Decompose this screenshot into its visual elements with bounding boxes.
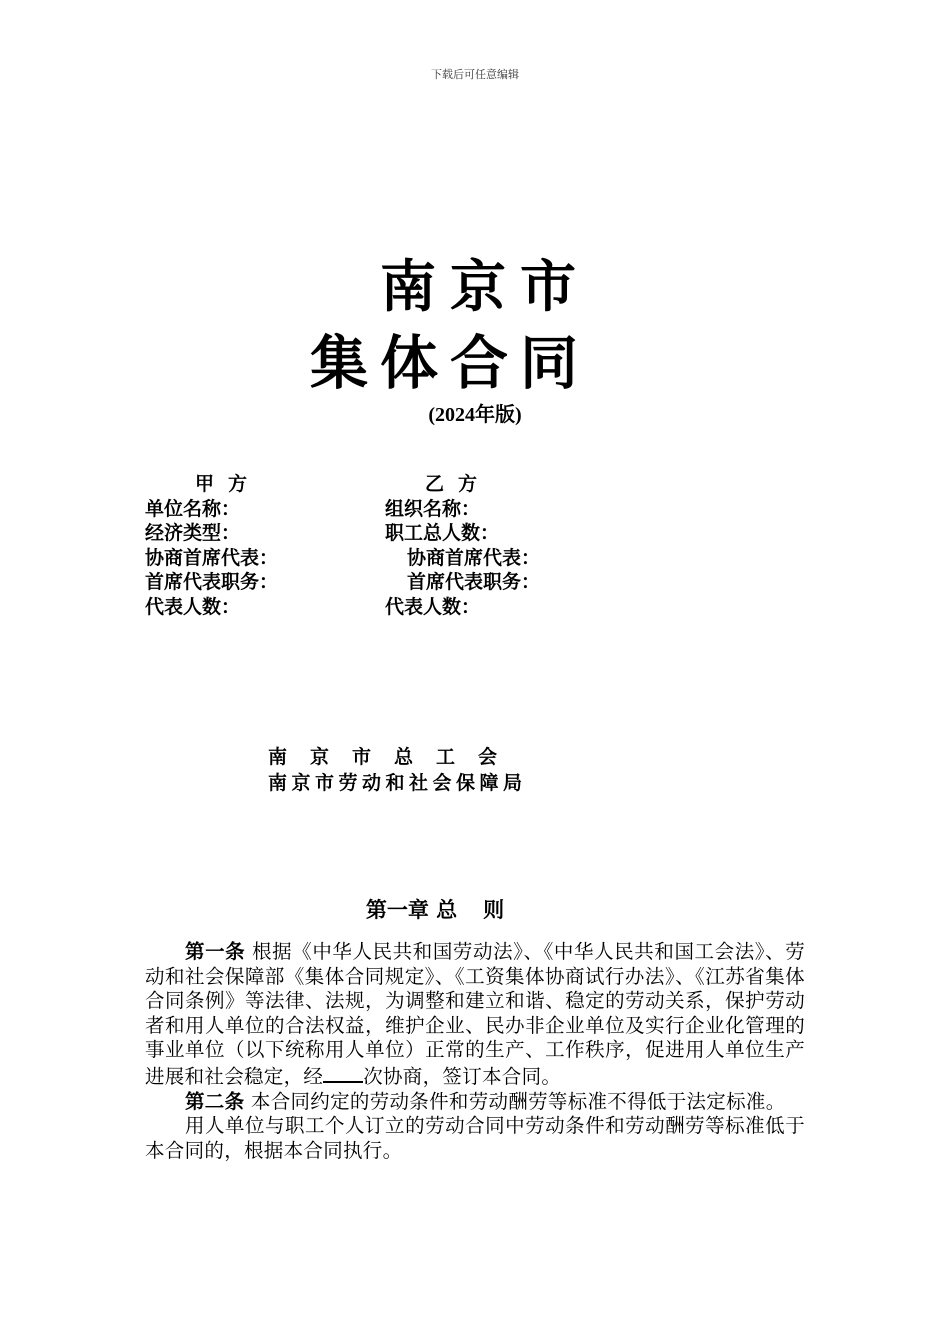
party-b-field: 组织名称： xyxy=(385,497,481,520)
article-label: 第一条 xyxy=(185,940,246,963)
parties-row xyxy=(145,570,705,595)
parties-block xyxy=(145,472,705,619)
contract-body xyxy=(145,940,805,1163)
issuer-trade-union: 南京市总工会 xyxy=(268,746,521,768)
chapter-heading xyxy=(0,894,870,924)
parties-heading-row xyxy=(145,472,705,497)
parties-row xyxy=(145,497,705,522)
party-a-field: 协商首席代表： xyxy=(145,546,279,569)
article-text: 次协商，签订本合同。 xyxy=(363,1064,562,1088)
party-b-field: 职工总人数： xyxy=(385,522,500,544)
article-text: 本合同约定的劳动条件和劳动酬劳等标准不得低于法定标准。 xyxy=(250,1089,786,1113)
article-label: 第二条 xyxy=(185,1089,245,1113)
article-1 xyxy=(145,940,805,1090)
edition-label: (2024年版) xyxy=(428,404,522,426)
issuer-labour-bureau: 南京市劳动和社会保障局 xyxy=(268,772,527,794)
party-a-field: 代表人数： xyxy=(145,595,241,618)
party-b-field: 协商首席代表： xyxy=(407,546,541,569)
party-b-field: 首席代表职务： xyxy=(407,571,541,593)
article-2-paragraph-2: 用人单位与职工个人订立的劳动合同中劳动条件和劳动酬劳等标准低于本合同的，根据本合同执行。 xyxy=(145,1114,805,1162)
article-2 xyxy=(145,1090,805,1115)
parties-row xyxy=(145,595,705,620)
issuers-block xyxy=(268,744,527,796)
parties-row xyxy=(145,546,705,571)
title-city: 南京市 xyxy=(380,255,590,320)
title-contract: 集体合同 xyxy=(309,329,590,397)
party-b-field: 代表人数： xyxy=(385,595,481,618)
party-a-field: 经济类型： xyxy=(145,522,241,544)
party-a-field: 单位名称： xyxy=(145,497,241,520)
party-b-heading: 乙方 xyxy=(425,473,492,495)
header-note: 下载后可任意编辑 xyxy=(431,68,519,81)
chapter-title-2: 则 xyxy=(483,898,505,922)
fill-in-blank xyxy=(323,1063,363,1083)
article-text: 根据《中华人民共和国劳动法》、《中华人民共和国工会法》、劳动和社会保障部《集体合同规定》、《工资集体协商试行办法》、《江苏省集体合同条例》等法律、法规，为调整和建立和谐、稳定的劳动关系，保护劳动者和用人单位的合法权益，维护企业、民办非企业单位及实行企业化管理的事业单位（以下统称用人单位）正常的生产、工作秩序，促进用人单位生产进展和社会稳定，经 xyxy=(145,940,806,1088)
party-a-field: 首席代表职务： xyxy=(145,571,279,593)
chapter-title: 总 xyxy=(436,898,458,922)
parties-row xyxy=(145,521,705,546)
chapter-number: 第一章 xyxy=(365,898,429,922)
party-a-heading: 甲方 xyxy=(195,473,262,495)
